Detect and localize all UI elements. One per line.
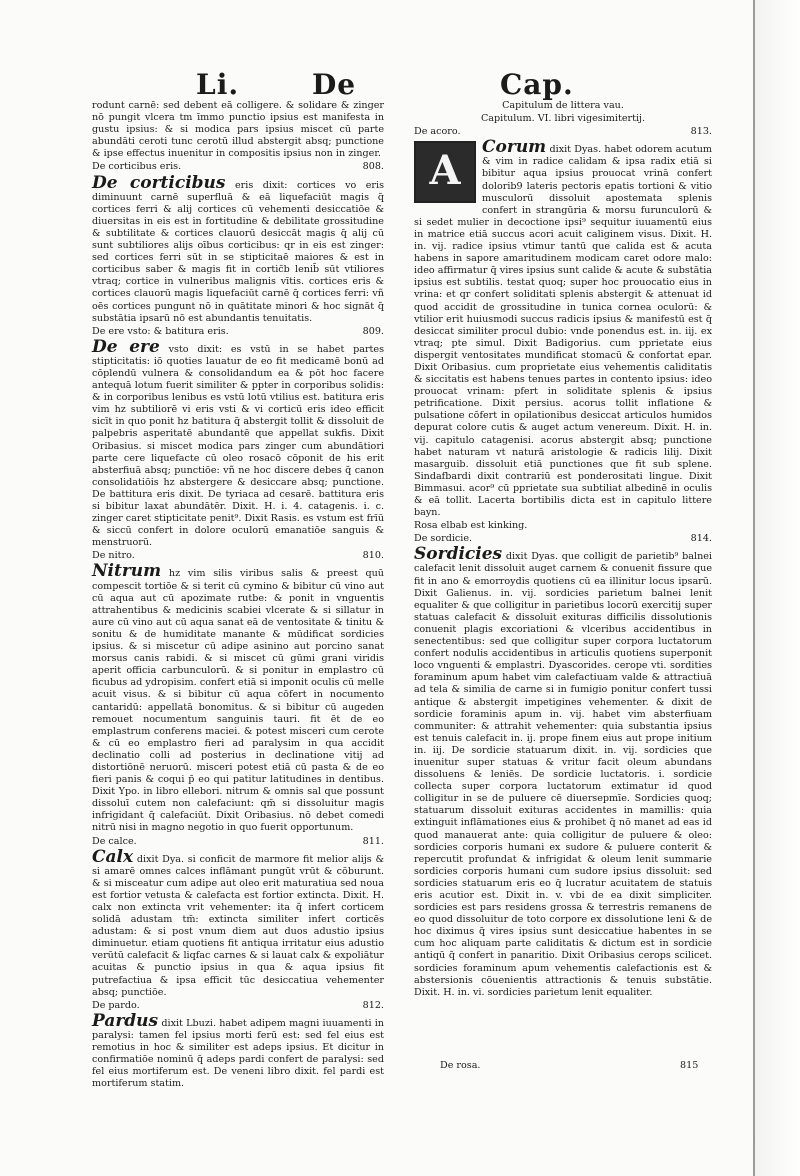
entry-calx [92,846,384,999]
left-column [92,100,384,1090]
entry-pardus [92,1010,384,1091]
chapter-title: Capitulum de littera vau. [502,100,624,111]
section-heading-acoro [414,126,712,138]
section-number: 814. [690,533,712,545]
entry-headword: Nitrum [92,561,162,582]
entry-headword: De corticibus [92,172,226,193]
entry-ere [92,336,384,550]
section-label: De calce. [92,835,137,847]
footer-number: 815 [680,1060,699,1071]
entry-text: eris dixit: cortices vo eris diminuunt carnē superfluā & eā liquefaciūt magis q̄ cortices ferri & alij cortices cū vehementi desiccatiōe & diuersitas in eis est in fortitudine & debilitate grossitudine & subtilitate & cortices clauorū desiccāt magis q̄ alij cū sunt subtiliores alijs oībus corticibus: qr in eis est zinger: sed cortices ferri sūt in se stipticitaē maiores & est in corticibus saber & magis fit in cortic̄b lenib̄ sūt vtiliores vtraq; cortice in vulneribus malignis vītis. cortices eris & cortices clauorū magis liquefaciūt carnē q̄ cortices ferri: vñ oēs cortices pungunt nō in quātitate minori & hoc signāt q̄ substātia ipsarū nō est abundantis tenuitatis. [92,179,384,324]
entry-nitrum [92,563,384,834]
entry-headword: Calx [92,846,134,867]
entry-headword: Sordicies [414,544,503,565]
running-head-left: De [312,68,357,101]
entry-text: hz vim silis viribus salis & preest quū compescit tortiōe & si terit cū cymino & bibitur cū vino aut cū aqua aut cū apozimate rutbe: & ponit in vnguentis attrahentibus & medicinis scabiei vlcerate & si sillatur in aure cū vino aut cū aqua sanat eā de ventositate & tinitu & sonitu & de humiditate manante & mūdificat sordicies ipsius. & si miscetur cū adipe asinino aut porcino sanat morsus canis rabidi. & si miscet cū gūmi grani viridis aperit officia carbunculorū. & si ponitur in emplastro cū ficubus ad ydropisim. confert etiā si imponit oculis cū melle acuit visus. & si bibitur cū aqua cōfert in nocumento cantaridū: appellatā bonomitus. & si bibitur cū augeden remouet nocumentum sanguinis tauri. fit ēt de eo emplastrum conferens maciei. & potest misceri cum cerote & cū eo emplastro fieri ad paralysim in qua accidit declinatio colli ad posterius in declinatione vitij ad distortiōnē neruorū. misceri potest etiā cū pasta & de eo fieri panis & coqui p̄ eo qui patitur latitudines in dentibus. Dixit Ypo. in libro ellebori. nitrum & omnis sal que possunt dissoluī cutem non calefaciunt: qm̄ si dissoluitur magis infrigidant q̄ calefaciūt. Dixit Oribasius. nō debet comedi nitrū nisi in magno negotio in quo fuerit opportunum. [92,568,384,834]
footer-label: De rosa. [440,1060,481,1071]
section-label: De corticibus eris. [92,161,182,173]
entry-text: dixit Dyas. habet odorem acutum & vim in radice calidam & ipsa radix etiā si bibitur aqua ipsius prouocat vrinā confert dolorib9 lateris pectoris epatis tortioni & vitio musculorū dissoluit apostemata splenis confert in strangūria & morsu furunculorū & si sedet mulier in decoctione ipsi⁹ sequitur iuuamentū eius in matrice etiā succus acori acuit caliginem visus. Dixit. H. in. vij. radice ipsius vtimur tantū que calida est & acuta habens in sapore amaritudinem modicam caret odore malo: ideo affirmatur q̄ vires ipsius sunt calide & acute & substātia ipsius est subtilis. testat quoq; super hoc prouocatio eius in vrina: et qr confert soliditati splenis abstergit & attenuat id quod accidit de grossitudine in tunica cornea oculorū: & vtilior erit huiusmodi succus radicis ipsius & manifestū est q̄ desiccat similiter procul dubio: vnde ponendus est. in. iij. ex vtraq; pte simul. Dixit Badigorius. cum pprietate eius dispergit ventositates mundificat stomacū & confortat epar. Dixit Oribasius. cum proprietate eius vehementis caliditatis & siccitatis est habens tenues partes in contento ipsius: ideo prouocat vrinam: pfert in soliditate splenis & ipsius petrificatione. Dixit persius. acorus tollit inflatione & pulsatione cōfert in opilationibus desiccat articulos humidos depurat colore cutis & auget actum venereum. Dixit. H. in. vij. capitulo catagenisi. acorus abstergit absq; punctione habet naturam vt naturā aristologie & radicis lilij. Dixit masarguib. dissoluit etiā punctiones que fit sub splene. Sindafbardi dixit contrariū est ponderositati lingue. Dixit Bimmasui. acor⁹ cū pprietate sua subtiliat albedinē in oculis & eā tollit. Lacerta bortibilis dicta est in capitulo littere bayn. [414,144,712,519]
entry-acorum [414,139,712,519]
intro-paragraph: rodunt carnē: sed debent eā colligere. & solidare & zinger nō pungit vlcera tm īmmo punctio ipsius est manifesta in gustu ipsius: & si modica pars ipsius miscet cū parte abundāti ceroti tunc cerotū illud abstergit absq; punctione & ipse effectus inuenitur in compositis ipsius non in zinger. [92,100,384,160]
section-heading-calce [92,836,384,848]
section-label: De pardo. [92,999,140,1011]
entry-sordicies [414,546,712,998]
entry-headword: Corum [482,137,547,158]
entry-text: vsto dixit: es vstū in se habet partes stipticitatis: iō quoties lauatur de eo fit medicamē bonū ad cōplendū vulnera & consolidandum ea & pōt hoc facere antequā lotum fuerit similiter & ppter in corporibus solidis: & in corporibus lenibus es vstū lotū vtilius est. batitura eris vim hz subtiliorē vi eris vsti & vi corticū eris ideo efficit sicīt in quo ponit hz batitura q̄ abstergit tollit & dissoluit de palpebris asperitatē abundantē que appellat sukfis. Dixit Oribasius. si miscet modica pars zinger cum abundātiori parte cere liquefacte cū oleo rosacō cōponit de his erit absterfiuā absq; punctiōe: vñ ne hoc discere debes q̄ canon consolidatiōis hz abstergere & desiccare absq; punctione. De battitura eris dixit. De tyriaca ad cesarē. battitura eris si bibitur laxat abundātēr. Dixit. H. i. 4. catagenis. i. c. zinger caret stipticitate penit⁹. Dixit Rasis. es vstum est frīū & siccū confert in dolore oculorū emanatiōe sanguis & menstruorū. [92,343,384,549]
section-number: 812. [362,999,384,1011]
section-number: 811. [362,835,384,847]
right-column [414,100,712,1060]
entry-headword: Pardus [92,1010,159,1031]
section-label: De sordicie. [414,533,473,545]
decorated-initial: A [414,141,476,203]
cross-reference [414,520,712,532]
section-number: 808. [362,161,384,173]
entry-text: dixit Dyas. que colligit de parietib⁹ balnei calefacit lenit dissoluit auget carnem & conuenit fissure que fit in ano & emorroydis quotiens cū ea illinitur locus ipsarū. Dixit Galienus. in. vij. sordicies parietum balnei lenit equaliter & que colligitur in parietibus locorū exercitij super statuas calefacit & dissoluit exituras difficilis dissolutionis conuenit plagis excoriationi & vlceribus accidentibus in senectentibus: sed que colligitur super corpora luctatorum confert nodulis accidentibus in articulis quotiens superponit loco vnguenti & emplastri. Dyascorides. cerope vti. sordities foraminum apum habet vim calefactiuam valde & attractiuā ad tela & similia de carne si in fumigio ponitur confert tussi antique & abstergit impetigines vehementer. & dixit de sordicie foraminis apum in. vij. habet vim absterfiuam communiter: & attrahit vehementer: quia substantia ipsius est tenuis calefacit in. ij. prope finem eius aut prope initium in. iij. De sordicie statuarum dixit. in. vij. sordicies que inuenitur super statuas & vritur facit oleum abundans dissoluens & leniēs. De sordicie luctatoris. i. sordicie collecta super corpora luctatorum extimatur id quod colligitur in se de puluere cē diuersepmīe. Sordicies quoq; statuarum dissoluit exituras accidentes in mamillis: quia extinguit inflāmationes eius & prohibet q̄ nō manet ad eas id quod manauerat ante: quia colligitur de puluere & oleo: sordicies corporis humani ex sudore & puluere conterit & repercutit profundat & infrigidat & oleum lenit summarie sordicies corporis humani cum sudore ipsius dissoluit: sed sordicies statuarum eris eo q̄ lucratur acuitatem de statuis eris acutior est. Dixit in. v. vbi de ea dixit simpliciter. sordicies est pars residens grossa & terrestris remanens de eo quod dissoluitur de toto corpore ex dissolutione leni & de hoc diximus q̄ vires ipsius sunt desiccatiue habentes in se cum hoc aliquam parte caliditatis & dictum est in sordicie antiqū q̄ confert in panaritio. Dixit Oribasius cerops scilicet. sordicies foraminum apum vehementis calefactionis est & abstersionis cōuenientis attractionis & tenuis substātie. Dixit. H. in. vi. sordicies parietum lenit equaliter. [414,551,712,998]
page-fold-line [753,0,755,1176]
entry-headword: De ere [92,336,160,357]
running-head-right: Cap. [500,68,574,101]
section-number: 810. [362,550,384,562]
section-number: 809. [362,325,384,337]
entry-text: dixit Dya. si conficit de marmore fit melior alijs & si amarē omnes calces inflāmant pungūt vrūt & cōburunt. & si misceatur cum adipe aut oleo erit maturatiua sed noua est fortior vetusta & calefacta est fortior extincta. Dixit. H. calx non extincta vrit vehementer: ita q̄ infert corticem solidā adustam tm̄: extincta similiter infert corticēs adustam: & si post vnum diem aut duos adustio ipsius diminuetur. etiam quotiens fit antiqua irritatur eius adustio verūtū calefacit & liqfac carnes & si lauat calx & expoliātur acuitas & punctio ipsius in qua & aqua ipsius fit putrefactiua & ipsa efficit tūc desiccatiua vehementer absq; punctiōe. [92,853,384,998]
section-label: De nitro. [92,550,135,562]
page-edge [754,0,800,1176]
chapter-subtitle: Capitulum. VI. libri vigesimitertij. [480,113,646,125]
entry-text: dixit Lbuzi. habet adipem magni iuuamenti in paralysi: tamen fel ipsius morti ferū est: sed fel eius est remotius in hoc & similiter est adeps ipsius. Et dicitur in confirmatiōe nominū q̄ adeps pardi confert de paralysi: sed fel eius mortiferum est. De veneni libro dixit. fel pardi est mortiferum statim. [92,1017,384,1090]
section-label: De ere vsto: & batitura eris. [92,325,229,337]
entry-corticibus [92,172,384,325]
cross-reference-text: Rosa elbab est kinking. [414,520,528,532]
running-head-folio: Li. [196,68,240,101]
section-number: 813. [690,126,712,138]
section-label: De acoro. [414,126,461,138]
